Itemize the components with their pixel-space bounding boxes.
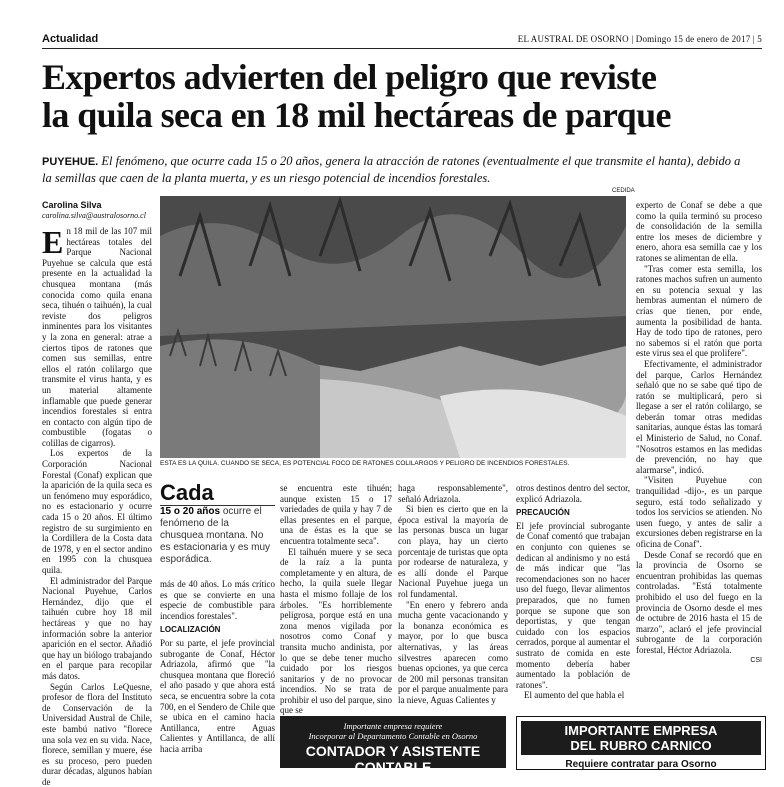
paragraph: El administrador del Parque Nacional Puyehue, Carlos Hernández, dijo que el taihuén cubre hoy 18 mil hectáreas y que no hay información sobre la anterior aparición en el sector. Añadió que hay un biólogo trabajando en el parque para recopilar más datos.	[42, 575, 152, 681]
cada-title: Cada	[160, 480, 214, 505]
cada-lead: 15 o 20 años	[160, 506, 221, 517]
paragraph: más de 40 años. Lo más crítico es que se convierte en una especie de combustible para incendios forestales".	[160, 579, 275, 621]
cada-text: ocurre el fenómeno de la chusquea montana. No es estacionaria y es muy esporádica.	[160, 506, 271, 565]
subhead-precaucion: PRECAUCIÓN	[516, 508, 570, 518]
paragraph: experto de Conaf se debe a que como la quila terminó su proceso de consolidación de la semilla entre los meses de diciembre y enero, ahora esa semilla cae y los ratones se alimentan de ella.	[636, 200, 762, 263]
column-3	[280, 483, 392, 716]
headline-line-2: la quila seca en 18 mil hectáreas de parque	[42, 95, 671, 135]
paragraph: Por su parte, el jefe provincial subrogante de Conaf, Héctor Adriazola, afirmó que "la chusquea montana que floreció el año pasado y que ahora está seca, se encuentra sobre la cota 700, en el Sendero de Chile que se ubica en el camino hacia Antillanca, entre Aguas Calientes y Antillanca, de allí hacia arriba	[160, 637, 275, 754]
paragraph: Los expertos de la Corporación Nacional Forestal (Conaf) explican que la aparición de la quila seca es un fenómeno muy esporádico, no es estacionario y ocurre cada 15 o 20 años. El último registro de su surgimiento en la Cordillera de la Costa data de 1978, y en el sector andino en 1995 con la chusquea quila.	[42, 448, 152, 575]
paragraph: "Tras comer esta semilla, los ratones machos sufren un aumento en su potencia sexual y las hembras aumentan el número de crías que tienen, por ende, aumenta la posibilidad de hanta. Hay de todo tipo de ratones, pero no sabemos si el ratón que porta este virus sea el que prolifere".	[636, 263, 762, 359]
ad2-banner	[521, 721, 761, 755]
paragraph: haga responsablemente", señaló Adriazola.	[398, 483, 508, 504]
photo-credit: CEDIDA	[612, 188, 635, 194]
signature: CSI	[750, 656, 762, 664]
deck-place: PUYEHUE.	[42, 156, 99, 168]
photo-caption: ESTA ES LA QUILA. CUANDO SE SECA, ES POTENCIAL FOCO DE RATONES COLILARGOS Y PELIGRO DE INCENDIOS FORESTALES.	[160, 460, 570, 467]
paragraph: otros destinos dentro del sector, explicó Adriazola.	[516, 483, 630, 504]
paragraph: "En enero y febrero anda mucha gente vacacionando y la bonanza económica es mayor, por lo que busca alternativas, y las áreas silvestres aparecen como buenas opciones, ya que cerca de 200 mil personas transitan por el parque anualmente para la nieve, Aguas Calientes y	[398, 599, 508, 705]
column-2	[160, 579, 275, 754]
job-ad-contador	[280, 716, 506, 775]
column-4	[398, 483, 508, 711]
cada-body	[160, 506, 275, 566]
paragraph: Efectivamente, el administrador del parque, Carlos Hernández señaló que no se sabe qué tipo de ratón se multiplicará, pero si llegase a ser el ratón colilargo, se deberán tomar otras medidas sanitarias, aunque éstas las tomará el Ministerio de Salud, no Conaf. "Nosotros estamos en las medidas de prevención, no hay que alarmarse", indicó.	[636, 358, 762, 475]
paragraph: se encuentra este tihuén; aunque existen 15 o 17 variedades de quila y hay 7 de ellas presentes en el parque, una de éstas es la que se encuentra totalmente seca".	[280, 483, 392, 546]
dropcap: E	[42, 224, 64, 260]
paper-date-line: EL AUSTRAL DE OSORNO | Domingo 15 de enero de 2017 | 5	[517, 34, 762, 44]
forest-illustration	[160, 196, 626, 458]
deck-text: El fenómeno, que ocurre cada 15 o 20 años, genera la atracción de ratones (eventualmente el que transmite el hanta), debido a la semillas que caen de la planta muerta, y es un riesgo potencial de incendios forestales.	[42, 154, 741, 185]
paragraph: El aumento del que habla el	[524, 690, 625, 701]
deck	[42, 153, 742, 186]
quila-photo	[160, 196, 626, 458]
paragraph: El jefe provincial subrogante de Conaf comentó que trabajan en conjunto con quienes se dedican al andinismo y no está de más indicar que "las recomendaciones son no hacer uso del fuego, llevar alimentos preparados, que no fumen porque se supone que son deportistas, y que tengan cuidado con los espacios cerrados, porque al aumentar el sustrato de comida en este momento debería haber aumentado la población de ratones".	[516, 520, 630, 690]
column-1	[42, 224, 152, 787]
column-5	[516, 483, 630, 711]
paragraph: El taihuén muere y se seca de la raíz a la punta completamente y en altura, de hecho, la quila suele llegar hasta el mismo follaje de los árboles. "Es horriblemente peligrosa, porque está en una zona menos vigilada por nosotros como Conaf y transita mucho andinista, por lo que se debe tener mucho cuidado por los riesgos sanitarios y de no provocar incendios. No se trata de prohibir el uso del parque, sino que se	[280, 546, 392, 716]
paragraph: Si bien es cierto que en la época estival la mayoría de las personas busca un lugar con playa, hay un cierto porcentaje de turistas que opta por rodearse de naturaleza, y es allí donde el Parque Nacional Puyehue juega un rol fundamental.	[398, 504, 508, 599]
column-6	[636, 200, 762, 710]
paragraph: Según Carlos LeQuesne, profesor de flora del Instituto de Conservación de la Universidad Austral de Chile, este bambú nativo "florece una sola vez en su vida. Nace, florece, semillan y muere, ése es su proceso, pero pueden durar décadas, algunos habían de	[42, 681, 152, 787]
ad2-line-2: DEL RUBRO CARNICO	[570, 738, 712, 753]
ad1-line-3: CONTADOR Y ASISTENTE CONTABLE	[305, 743, 481, 775]
header-rule	[42, 48, 762, 49]
section-label: Actualidad	[42, 33, 99, 45]
job-ad-carnico	[516, 716, 766, 770]
paragraph-text: n 18 mil de las 107 mil hectáreas totales del Parque Nacional Puyehue se calcula que está presente en la actualidad la chusquea montana (más conocida como quila enana seca, tihuén o taihuén), la cual reviste dos peligros inminentes para los visitantes y la zona en general: atrae a ciertos tipos de ratones que comen sus semillas, entre ellos el ratón colilargo que transmite el virus hanta, y es un material altamente inflamable que puede generar incendios forestales si entra en contacto con algún tipo de combustible (fogatas o colillas de cigarros).	[42, 226, 152, 448]
byline-email: carolina.silva@australosorno.cl	[42, 211, 146, 220]
headline	[42, 58, 762, 134]
ad2-line-1: IMPORTANTE EMPRESA	[564, 723, 718, 738]
paragraph: "Visiten Puyehue con tranquilidad -dijo-, es un parque seguro, está todo señalizado y todos los servicios se atienden. No usen fuego, y antes de salir a excursiones deben registrarse en la oficina de Conaf".	[636, 475, 762, 549]
ad1-line-1: Importante empresa requiere	[343, 721, 443, 731]
ad2-line-3: Requiere contratar para Osorno	[565, 759, 717, 770]
paragraph	[42, 226, 152, 448]
subhead-localizacion: LOCALIZACIÓN	[160, 625, 221, 635]
byline-name: Carolina Silva	[42, 200, 102, 210]
headline-line-1: Expertos advierten del peligro que reviste	[42, 57, 657, 97]
paragraph: Desde Conaf se recordó que en la provincia de Osorno se encuentran prohibidas las quemas controladas. "Está totalmente prohibido el uso del fuego en la provincia de Osorno desde el mes de octubre de 2016 hasta el 15 de marzo", aclaró el jefe provincial subrogante de la corporación forestal, Héctor Adriazola.	[636, 549, 762, 655]
ad1-line-2: Incorporar al Departamento Contable en Osorno	[308, 731, 478, 741]
